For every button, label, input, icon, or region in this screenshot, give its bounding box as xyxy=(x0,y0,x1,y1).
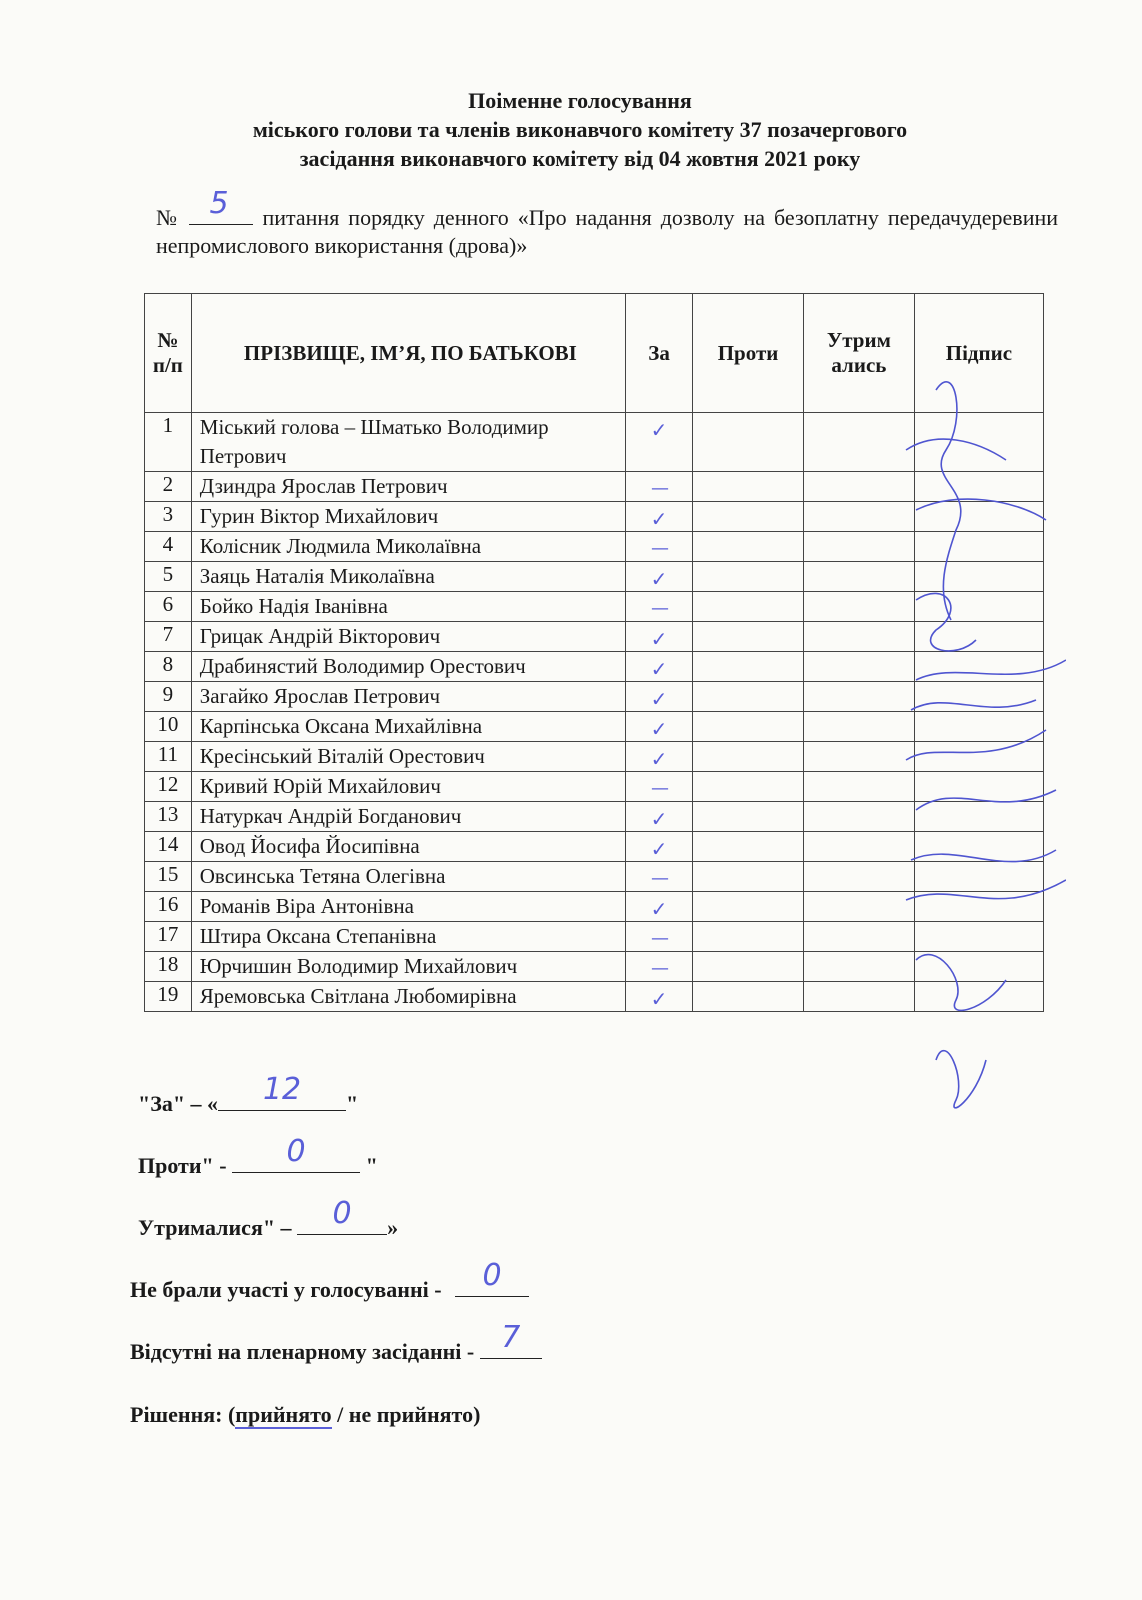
row-number: 14 xyxy=(145,832,192,862)
header-num: № п/п xyxy=(145,294,192,413)
check-mark-icon: ✓ xyxy=(650,987,668,1011)
row-number: 13 xyxy=(145,802,192,832)
row-against-cell xyxy=(693,922,804,952)
dash-mark: — xyxy=(651,868,668,889)
check-mark-icon: ✓ xyxy=(650,567,668,591)
row-number: 16 xyxy=(145,892,192,922)
row-against-cell xyxy=(693,982,804,1012)
summary-absent xyxy=(130,1320,542,1365)
row-number: 8 xyxy=(145,652,192,682)
row-for-cell xyxy=(626,982,693,1012)
row-against-cell xyxy=(693,892,804,922)
row-name: Романів Віра Антонівна xyxy=(191,892,625,922)
check-mark-icon: ✓ xyxy=(650,747,668,771)
check-mark-icon: ✓ xyxy=(650,897,668,921)
summary-for-label: "За" – « xyxy=(138,1091,219,1116)
row-against-cell xyxy=(693,802,804,832)
dash-mark: — xyxy=(651,928,668,949)
row-number: 18 xyxy=(145,952,192,982)
summary-decision-accepted: прийнято xyxy=(235,1402,332,1427)
row-for-cell xyxy=(626,562,693,592)
row-number: 11 xyxy=(145,742,192,772)
row-against-cell xyxy=(693,562,804,592)
row-name: Міський голова – Шматько Володимир Петрович xyxy=(191,413,625,472)
row-against-cell xyxy=(693,532,804,562)
row-number: 5 xyxy=(145,562,192,592)
row-number: 19 xyxy=(145,982,192,1012)
row-number: 2 xyxy=(145,472,192,502)
row-name: Бойко Надія Іванівна xyxy=(191,592,625,622)
summary-abstained-value: 0 xyxy=(332,1196,352,1231)
row-number: 12 xyxy=(145,772,192,802)
row-for-cell xyxy=(626,502,693,532)
summary-not-voted-line xyxy=(455,1258,529,1297)
row-against-cell xyxy=(693,742,804,772)
row-against-cell xyxy=(693,712,804,742)
row-for-cell xyxy=(626,712,693,742)
summary-not-voted-label: Не брали участі у голосуванні - xyxy=(130,1277,448,1302)
row-against-cell xyxy=(693,862,804,892)
row-against-cell xyxy=(693,502,804,532)
summary-decision xyxy=(130,1402,480,1428)
dash-mark: — xyxy=(651,778,668,799)
row-number: 9 xyxy=(145,682,192,712)
summary-for-value: 12 xyxy=(262,1072,302,1107)
summary-abstained-label: Утрималися" – xyxy=(138,1215,298,1240)
row-against-cell xyxy=(693,652,804,682)
agenda-item xyxy=(156,186,1059,260)
row-for-cell xyxy=(626,892,693,922)
row-number: 17 xyxy=(145,922,192,952)
check-mark-icon: ✓ xyxy=(650,418,668,442)
summary-absent-label: Відсутні на пленарному засіданні - xyxy=(130,1339,480,1364)
row-for-cell xyxy=(626,652,693,682)
row-for-cell xyxy=(626,802,693,832)
row-name: Юрчишин Володимир Михайлович xyxy=(191,952,625,982)
row-for-cell xyxy=(626,413,693,472)
row-for-cell xyxy=(626,592,693,622)
row-name: Кривий Юрій Михайлович xyxy=(191,772,625,802)
row-number: 6 xyxy=(145,592,192,622)
row-name: Грицак Андрій Вікторович xyxy=(191,622,625,652)
check-mark-icon: ✓ xyxy=(650,837,668,861)
header-against: Проти xyxy=(693,294,804,413)
row-name: Колісник Людмила Миколаївна xyxy=(191,532,625,562)
dash-mark: — xyxy=(651,598,668,619)
row-number: 4 xyxy=(145,532,192,562)
title-line-1: Поіменне голосування xyxy=(468,88,692,113)
summary-abstained-end: » xyxy=(387,1215,399,1240)
row-name: Кресінський Віталій Орестович xyxy=(191,742,625,772)
header-abstained: Утрим ались xyxy=(803,294,914,413)
agenda-number-handwritten: 5 xyxy=(209,186,229,221)
summary-for-line xyxy=(218,1072,346,1111)
row-for-cell xyxy=(626,772,693,802)
row-number: 10 xyxy=(145,712,192,742)
summary-not-voted xyxy=(130,1258,529,1303)
row-name: Заяць Наталія Миколаївна xyxy=(191,562,625,592)
summary-abstained-line xyxy=(297,1196,387,1235)
summary-abstained xyxy=(138,1196,399,1241)
check-mark-icon: ✓ xyxy=(650,507,668,531)
row-for-cell xyxy=(626,532,693,562)
summary-absent-line xyxy=(480,1320,542,1359)
summary-for xyxy=(138,1072,359,1117)
row-name: Овсинська Тетяна Олегівна xyxy=(191,862,625,892)
check-mark-icon: ✓ xyxy=(650,627,668,651)
row-for-cell xyxy=(626,742,693,772)
row-name: Драбинястий Володимир Орестович xyxy=(191,652,625,682)
check-mark-icon: ✓ xyxy=(650,657,668,681)
dash-mark: — xyxy=(651,478,668,499)
row-number: 15 xyxy=(145,862,192,892)
agenda-prefix: № xyxy=(156,205,181,230)
row-against-cell xyxy=(693,832,804,862)
header-signature: Підпис xyxy=(914,294,1043,413)
row-against-cell xyxy=(693,592,804,622)
row-against-cell xyxy=(693,413,804,472)
summary-against-line xyxy=(232,1134,360,1173)
row-number: 7 xyxy=(145,622,192,652)
summary-against-value: 0 xyxy=(286,1134,306,1169)
row-name: Дзиндра Ярослав Петрович xyxy=(191,472,625,502)
document-title xyxy=(140,86,1020,173)
signatures-scribble xyxy=(896,360,1066,1120)
row-against-cell xyxy=(693,682,804,712)
row-name: Гурин Віктор Михайлович xyxy=(191,502,625,532)
row-for-cell xyxy=(626,922,693,952)
row-name: Натуркач Андрій Богданович xyxy=(191,802,625,832)
row-name: Штира Оксана Степанівна xyxy=(191,922,625,952)
row-name: Овод Йосифа Йосипівна xyxy=(191,832,625,862)
row-for-cell xyxy=(626,682,693,712)
title-line-3: засідання виконавчого комітету від 04 жовтня 2021 року xyxy=(299,146,861,171)
summary-not-voted-value: 0 xyxy=(482,1258,502,1293)
summary-absent-value: 7 xyxy=(501,1320,521,1355)
row-name: Загайко Ярослав Петрович xyxy=(191,682,625,712)
row-name: Яремовська Світлана Любомирівна xyxy=(191,982,625,1012)
row-against-cell xyxy=(693,952,804,982)
dash-mark: — xyxy=(651,958,668,979)
row-name: Карпінська Оксана Михайлівна xyxy=(191,712,625,742)
row-for-cell xyxy=(626,472,693,502)
summary-decision-rest: / не прийнято) xyxy=(331,1402,481,1427)
header-for: За xyxy=(626,294,693,413)
title-line-2: міського голови та членів виконавчого комітету 37 позачергового xyxy=(252,117,908,142)
row-for-cell xyxy=(626,622,693,652)
summary-against xyxy=(138,1134,378,1179)
row-for-cell xyxy=(626,952,693,982)
row-for-cell xyxy=(626,862,693,892)
check-mark-icon: ✓ xyxy=(650,717,668,741)
row-number: 1 xyxy=(145,413,192,472)
agenda-text: питання порядку денного «Про надання дозволу на безоплатну передачудеревини непромислового використання (дрова)» xyxy=(156,205,1059,258)
dash-mark: — xyxy=(651,538,668,559)
check-mark-icon: ✓ xyxy=(650,687,668,711)
summary-against-label: Проти" - xyxy=(138,1153,233,1178)
header-name: ПРІЗВИЩЕ, ІМ’Я, ПО БАТЬКОВІ xyxy=(191,294,625,413)
summary-against-end: " xyxy=(360,1153,378,1178)
agenda-number-field xyxy=(189,186,253,225)
row-against-cell xyxy=(693,772,804,802)
row-against-cell xyxy=(693,622,804,652)
row-for-cell xyxy=(626,832,693,862)
row-number: 3 xyxy=(145,502,192,532)
row-against-cell xyxy=(693,472,804,502)
summary-decision-label: Рішення: ( xyxy=(130,1402,236,1427)
check-mark-icon: ✓ xyxy=(650,807,668,831)
summary-for-end: " xyxy=(346,1091,359,1116)
